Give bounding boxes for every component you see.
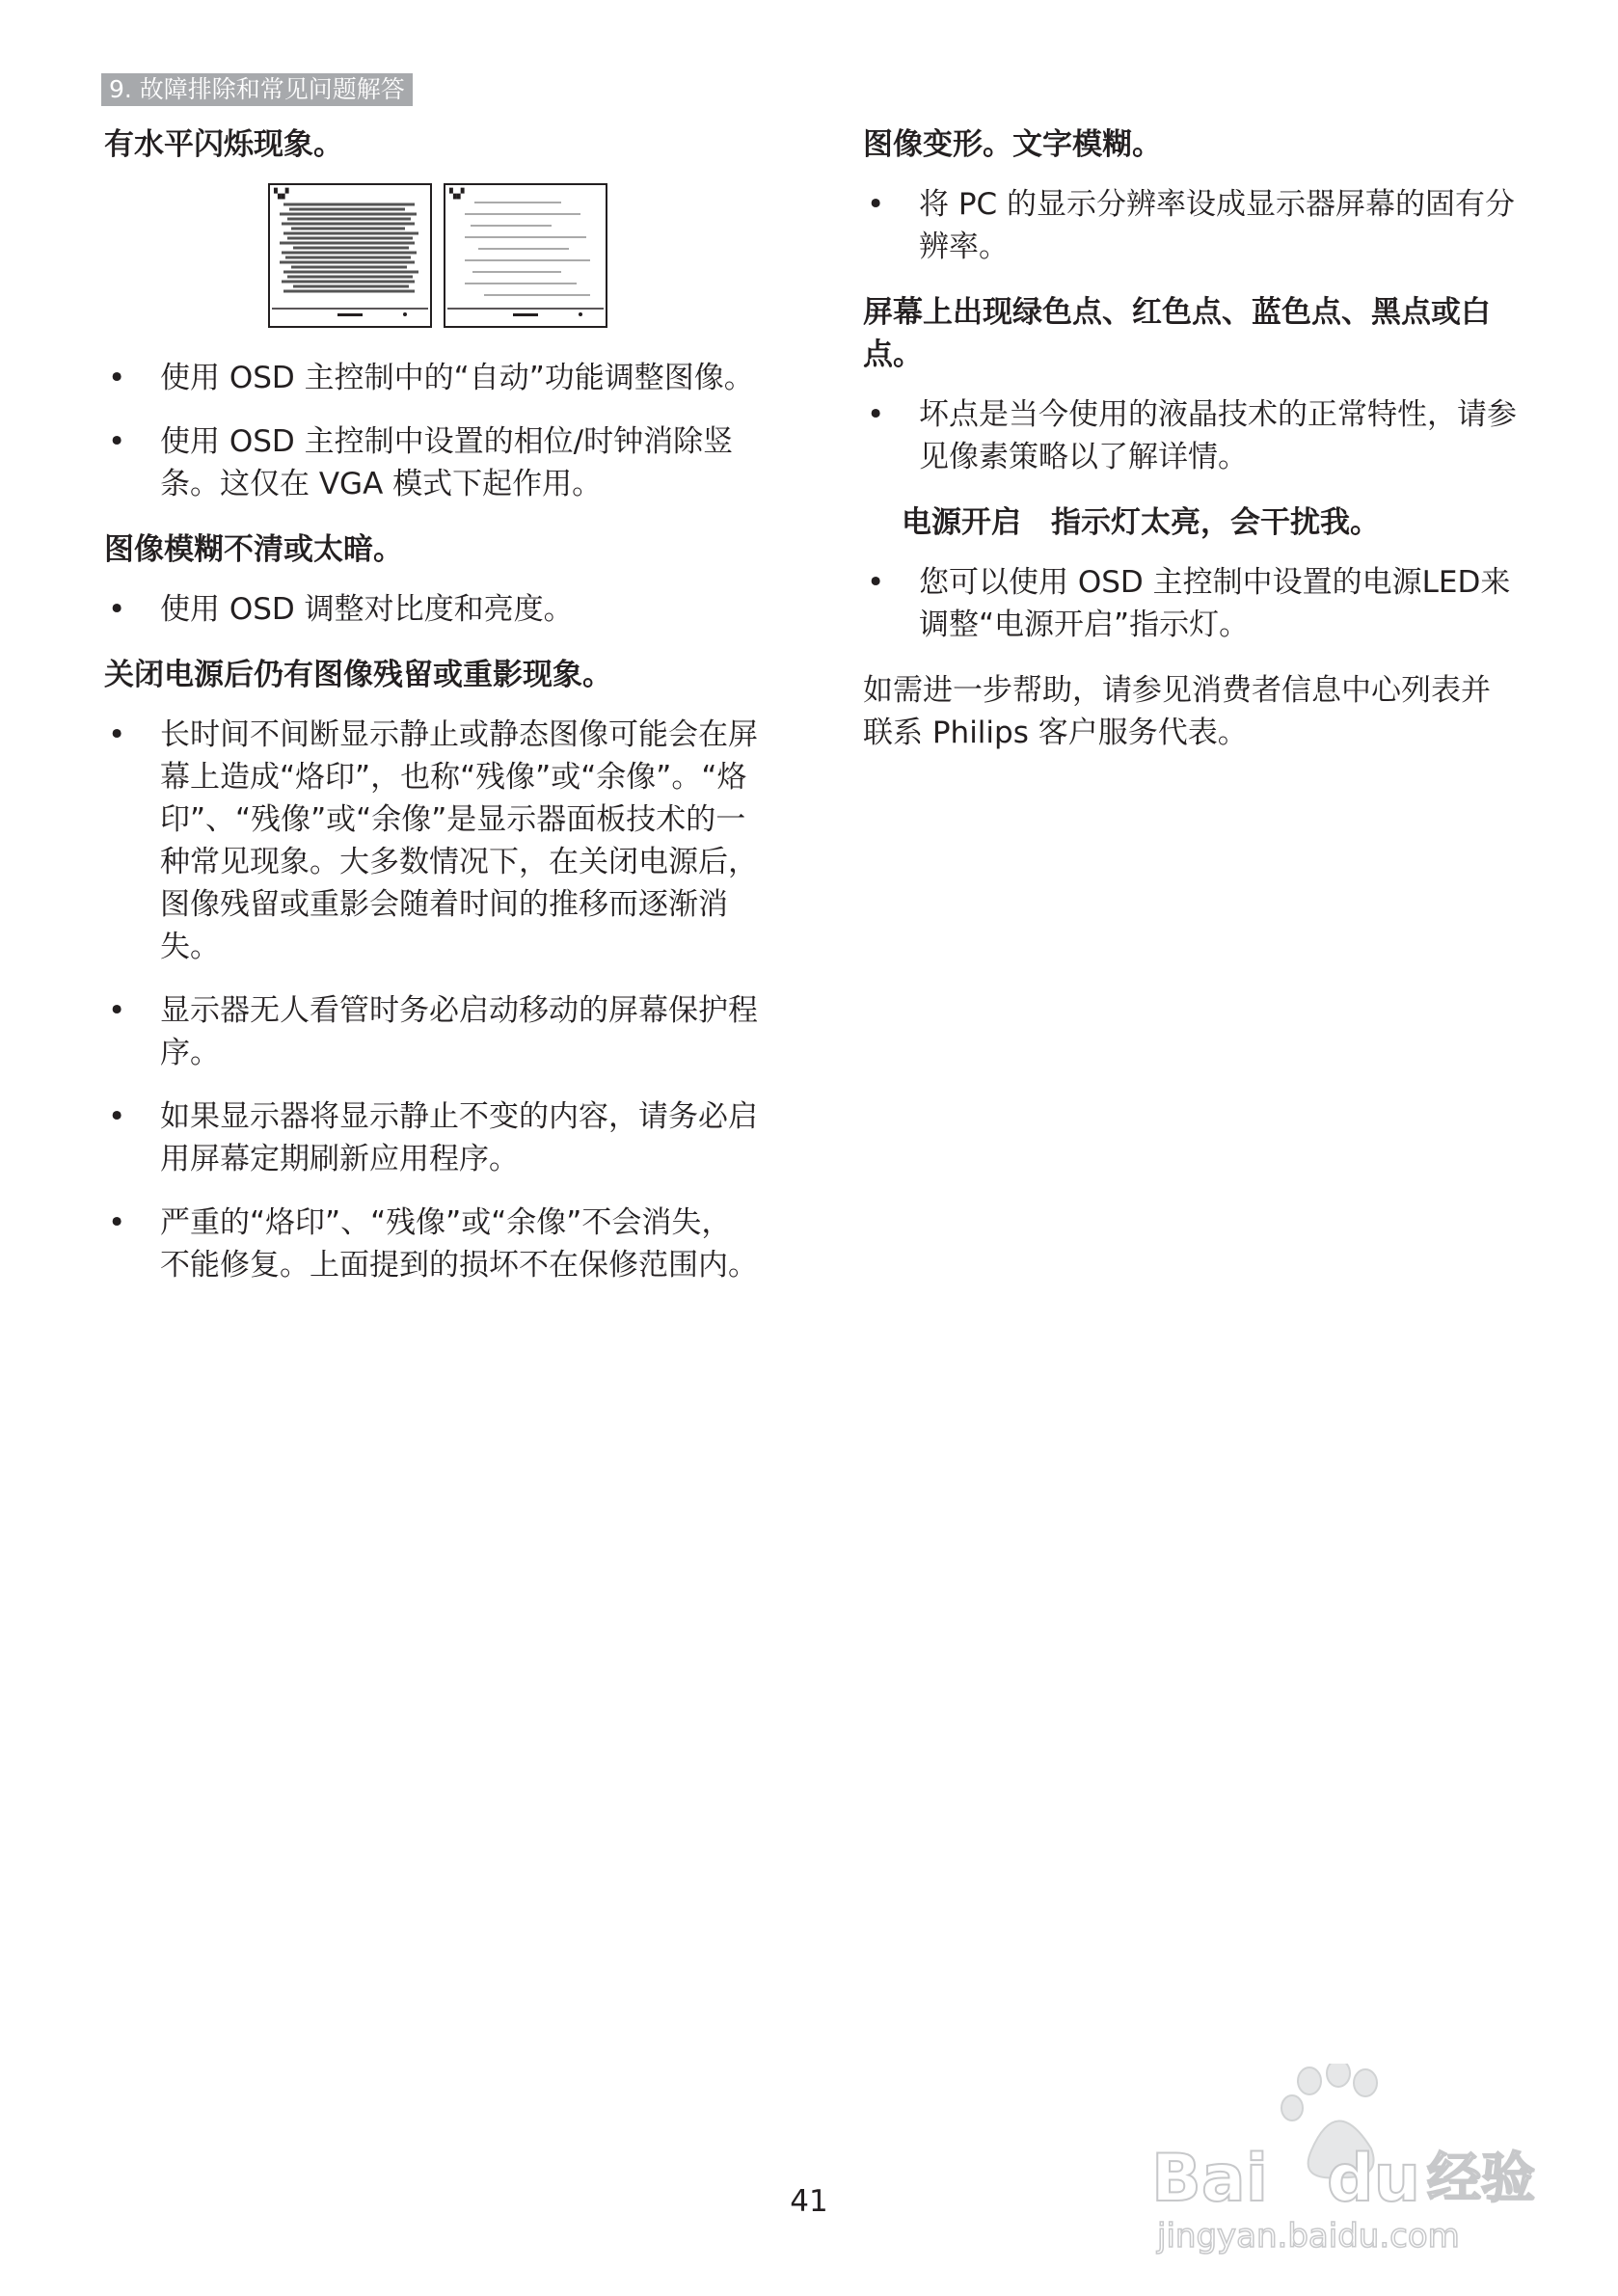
left-column bbox=[104, 123, 760, 1310]
monitor-clear-thumbnail bbox=[444, 183, 607, 328]
section-heading: 电源开启 指示灯太亮，会干扰我。 bbox=[902, 505, 1380, 540]
bullet-dot: • bbox=[108, 361, 126, 395]
list-item-text: 您可以使用 OSD 主控制中设置的电源LED来调整“电源开启”指示灯。 bbox=[919, 565, 1511, 642]
list-item-text: 显示器无人看管时务必启动移动的屏幕保护程序。 bbox=[160, 993, 758, 1070]
svg-text:▚▞: ▚▞ bbox=[449, 189, 465, 200]
section-heading: 关闭电源后仍有图像残留或重影现象。 bbox=[104, 658, 612, 692]
list-item-text: 如果显示器将显示静止不变的内容，请务必启用屏幕定期刷新应用程序。 bbox=[160, 1099, 758, 1176]
bullet-dot: • bbox=[108, 993, 126, 1028]
list-item-text: 将 PC 的显示分辨率设成显示器屏幕的固有分辨率。 bbox=[919, 187, 1516, 264]
bullet-dot: • bbox=[867, 565, 885, 600]
closing-note: 如需进一步帮助，请参见消费者信息中心列表并联系 Philips 客户服务代表。 bbox=[863, 673, 1491, 750]
list-item bbox=[863, 393, 1519, 478]
svg-text:▚▞: ▚▞ bbox=[274, 189, 289, 200]
list-item-text: 使用 OSD 调整对比度和亮度。 bbox=[160, 592, 574, 627]
svg-text:du: du bbox=[1327, 2141, 1421, 2217]
bullet-dot: • bbox=[108, 717, 126, 752]
list-item-text: 严重的“烙印”、“残像”或“余像”不会消失，不能修复。上面提到的损坏不在保修范围内。 bbox=[160, 1205, 758, 1283]
bullet-list bbox=[863, 393, 1519, 478]
monitor-flicker-thumbnail bbox=[268, 183, 432, 328]
svg-text:经验: 经验 bbox=[1427, 2147, 1535, 2210]
list-item-text: 使用 OSD 主控制中设置的相位/时钟消除竖条。这仅在 VGA 模式下起作用。 bbox=[160, 424, 734, 501]
bullet-list bbox=[104, 357, 760, 505]
section-heading: 图像变形。文字模糊。 bbox=[863, 127, 1162, 162]
bullet-dot: • bbox=[108, 1205, 126, 1240]
list-item bbox=[863, 561, 1519, 646]
watermark-url: jingyan.baidu.com bbox=[1157, 2217, 1460, 2255]
svg-text:Bai: Bai bbox=[1151, 2141, 1269, 2217]
bullet-dot: • bbox=[108, 1099, 126, 1134]
page-number: 41 bbox=[790, 2184, 828, 2219]
bullet-dot: • bbox=[108, 424, 126, 459]
section-heading: 屏幕上出现绿色点、红色点、蓝色点、黑点或白点。 bbox=[863, 295, 1491, 372]
baidu-jingyan-watermark bbox=[1147, 2064, 1552, 2256]
section-heading: 有水平闪烁现象。 bbox=[104, 127, 343, 162]
list-item-text: 长时间不间断显示静止或静态图像可能会在屏幕上造成“烙印”，也称“残像”或“余像”。“烙印”、“残像”或“余像”是显示器面板技术的一种常见现象。大多数情况下，在关闭电源后，图像残留或重影会随着时间的推移而逐渐消失。 bbox=[160, 717, 758, 964]
bullet-dot: • bbox=[867, 397, 885, 432]
flicker-illustration bbox=[268, 183, 760, 328]
bullet-list bbox=[104, 588, 760, 631]
list-item-text: 坏点是当今使用的液晶技术的正常特性，请参见像素策略以了解详情。 bbox=[919, 397, 1517, 474]
bullet-dot: • bbox=[108, 592, 126, 627]
paw-icon bbox=[1147, 2064, 1552, 2256]
list-item-text: 使用 OSD 主控制中的“自动”功能调整图像。 bbox=[160, 361, 754, 395]
list-item bbox=[104, 714, 760, 968]
bullet-list bbox=[863, 561, 1519, 646]
bullet-list bbox=[104, 714, 760, 1286]
bullet-list bbox=[863, 183, 1519, 268]
list-item bbox=[104, 989, 760, 1074]
list-item bbox=[104, 420, 760, 505]
section-tab: 9. 故障排除和常见问题解答 bbox=[101, 73, 413, 106]
list-item bbox=[104, 357, 760, 399]
list-item bbox=[104, 588, 760, 631]
list-item bbox=[104, 1202, 760, 1286]
right-column bbox=[863, 123, 1519, 754]
section-heading: 图像模糊不清或太暗。 bbox=[104, 532, 403, 567]
bullet-dot: • bbox=[867, 187, 885, 222]
list-item bbox=[863, 183, 1519, 268]
list-item bbox=[104, 1095, 760, 1180]
